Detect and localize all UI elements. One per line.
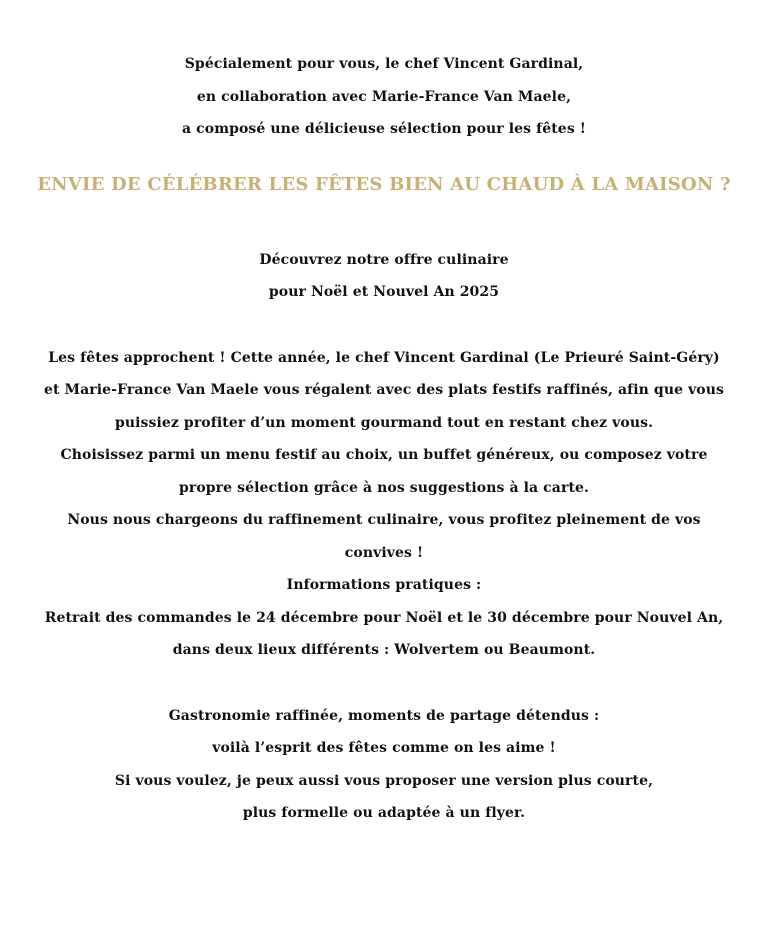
- offer-line: Découvrez notre offre culinaire: [259, 251, 509, 268]
- closing-line: plus formelle ou adaptée à un flyer.: [242, 805, 526, 821]
- offer-line: pour Noël et Nouvel An 2025: [268, 284, 500, 300]
- body-line: Les fêtes approchent ! Cette année, le chef Vincent Gardinal (Le Prieuré Saint-Géry): [48, 349, 720, 366]
- body-paragraph: [0, 342, 768, 667]
- body-line: convives !: [344, 544, 424, 561]
- body-line: dans deux lieux différents : Wolvertem ou Beaumont.: [172, 642, 596, 658]
- body-line: et Marie-France Van Maele vous régalent avec des plats festifs raffinés, afin que vous: [43, 382, 725, 398]
- body-line: puissiez profiter d’un moment gourmand tout en restant chez vous.: [114, 414, 654, 431]
- closing-paragraph: [0, 700, 768, 830]
- practical-info-heading: Informations pratiques :: [286, 577, 482, 593]
- closing-line: Gastronomie raffinée, moments de partage détendus :: [168, 707, 600, 724]
- intro-paragraph: [0, 48, 768, 146]
- closing-line: voilà l’esprit des fêtes comme on les aime !: [212, 740, 556, 756]
- intro-line: en collaboration avec Marie-France Van Maele,: [196, 88, 572, 105]
- body-line: Retrait des commandes le 24 décembre pour Noël et le 30 décembre pour Nouvel An,: [44, 609, 724, 626]
- body-line: propre sélection grâce à nos suggestions à la carte.: [178, 479, 590, 496]
- intro-line: Spécialement pour vous, le chef Vincent Gardinal,: [184, 56, 584, 72]
- body-line: Choisissez parmi un menu festif au choix, un buffet généreux, ou composez votre: [60, 447, 708, 463]
- headline: ENVIE DE CÉLÉBRER LES FÊTES BIEN AU CHAUD À LA MAISON ?: [37, 173, 731, 195]
- closing-line: Si vous voulez, je peux aussi vous proposer une version plus courte,: [114, 772, 654, 789]
- offer-paragraph: [0, 244, 768, 309]
- intro-line: a composé une délicieuse sélection pour les fêtes !: [181, 121, 587, 137]
- body-line: Nous nous chargeons du raffinement culinaire, vous profitez pleinement de vos: [67, 512, 701, 528]
